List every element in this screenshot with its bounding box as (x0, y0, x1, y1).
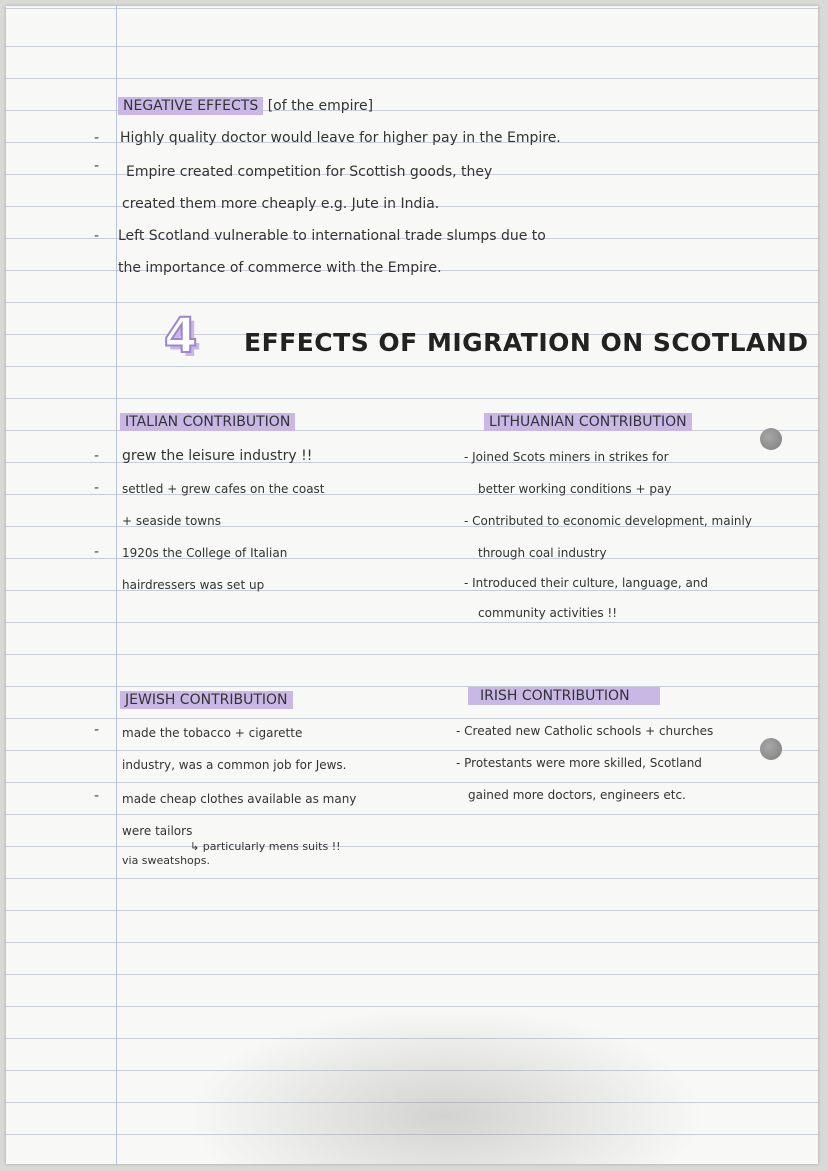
jewish-line-1: made the tobacco + cigarette (122, 726, 303, 740)
jewish-line-3: made cheap clothes available as many (122, 792, 357, 806)
lithuanian-heading-row (484, 414, 692, 430)
bullet-dash: - (94, 448, 100, 464)
irish-heading-row (468, 688, 660, 704)
negative-heading: NEGATIVE EFFECTS (118, 97, 263, 115)
bullet-dash: - (94, 788, 100, 804)
punch-hole (760, 428, 782, 450)
italian-line-2: settled + grew cafes on the coast (122, 482, 325, 496)
jewish-line-6: via sweatshops. (122, 854, 210, 867)
bullet-dash: - (94, 544, 100, 560)
italian-line-3: + seaside towns (122, 514, 221, 528)
bullet-dash: - (94, 480, 100, 496)
lithuanian-line-3: - Contributed to economic development, mainly (464, 514, 752, 528)
negative-heading-row (118, 98, 373, 114)
lithuanian-heading: LITHUANIAN CONTRIBUTION (484, 413, 692, 431)
negative-subheading: [of the empire] (267, 98, 374, 114)
bullet-dash: - (94, 158, 100, 174)
jewish-line-2: industry, was a common job for Jews. (122, 758, 347, 772)
lithuanian-line-6: community activities !! (478, 606, 618, 620)
irish-heading: IRISH CONTRIBUTION (468, 687, 660, 705)
punch-hole (760, 738, 782, 760)
notebook-page (6, 6, 818, 1164)
margin-line (116, 6, 117, 1164)
section-title: EFFECTS OF MIGRATION ON SCOTLAND (244, 327, 809, 357)
negative-line-4: Left Scotland vulnerable to international trade slumps due to (118, 228, 546, 244)
bullet-dash: - (94, 722, 100, 738)
bullet-dash: - (94, 130, 100, 146)
lithuanian-line-5: - Introduced their culture, language, and (464, 576, 709, 590)
negative-line-5: the importance of commerce with the Empire. (118, 260, 442, 276)
negative-line-3: created them more cheaply e.g. Jute in India. (122, 196, 440, 212)
lithuanian-line-1: - Joined Scots miners in strikes for (464, 450, 669, 464)
irish-line-2: - Protestants were more skilled, Scotland (456, 756, 702, 770)
section-title-block (164, 308, 809, 364)
jewish-line-5: ↳ particularly mens suits !! (190, 840, 341, 853)
negative-line-1: Highly quality doctor would leave for higher pay in the Empire. (120, 130, 561, 146)
italian-line-1: grew the leisure industry !! (122, 448, 313, 464)
jewish-heading: JEWISH CONTRIBUTION (120, 691, 293, 709)
lithuanian-line-2: better working conditions + pay (478, 482, 672, 496)
irish-line-3: gained more doctors, engineers etc. (468, 788, 686, 802)
italian-line-5: hairdressers was set up (122, 578, 265, 592)
italian-heading-row (120, 414, 295, 430)
shadow (186, 1006, 706, 1164)
italian-heading: ITALIAN CONTRIBUTION (120, 413, 295, 431)
lithuanian-line-4: through coal industry (478, 546, 607, 560)
section-number: 4 (164, 308, 198, 364)
irish-line-1: - Created new Catholic schools + churches (456, 724, 714, 738)
negative-line-2: Empire created competition for Scottish goods, they (126, 164, 493, 180)
bullet-dash: - (94, 228, 100, 244)
jewish-heading-row (120, 692, 293, 708)
italian-line-4: 1920s the College of Italian (122, 546, 288, 560)
jewish-line-4: were tailors (122, 824, 193, 838)
